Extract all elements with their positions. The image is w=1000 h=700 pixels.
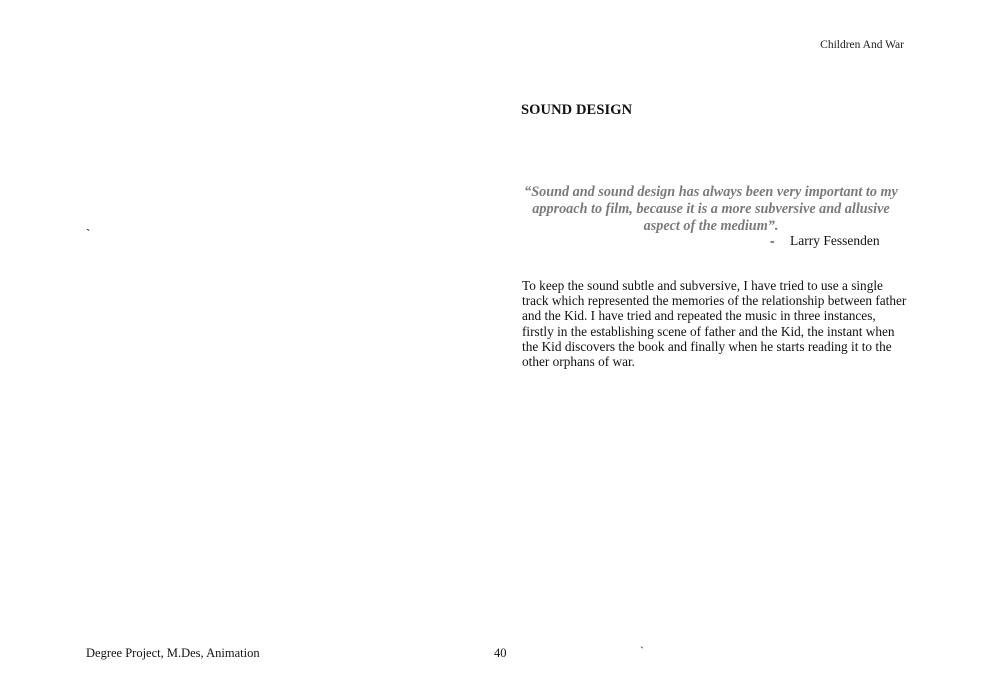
quote-text: “Sound and sound design has always been very important to my approach to film, because it is a more subversive and allusive aspect of the medium”.: [524, 184, 898, 235]
quote-author: Larry Fessenden: [790, 233, 880, 248]
attribution-dash: -: [770, 233, 775, 248]
footer-text: Degree Project, M.Des, Animation: [86, 646, 260, 660]
section-title: SOUND DESIGN: [521, 102, 633, 118]
body-paragraph: To keep the sound subtle and subversive, I have tried to use a single track which represented the memories of the relationship between father and the Kid. I have tried and repeated the music in three instances, firstly in the establishing scene of father and the Kid, the instant when the Kid discovers the book and finally when he starts reading it to the other orphans of war.: [522, 278, 907, 370]
epigraph-quote: [515, 184, 907, 236]
page-number: 40: [494, 646, 507, 660]
stray-mark-bottom: `: [640, 644, 644, 658]
stray-mark: `: [86, 226, 91, 241]
running-header: Children And War: [820, 39, 904, 51]
quote-attribution: [770, 233, 880, 249]
